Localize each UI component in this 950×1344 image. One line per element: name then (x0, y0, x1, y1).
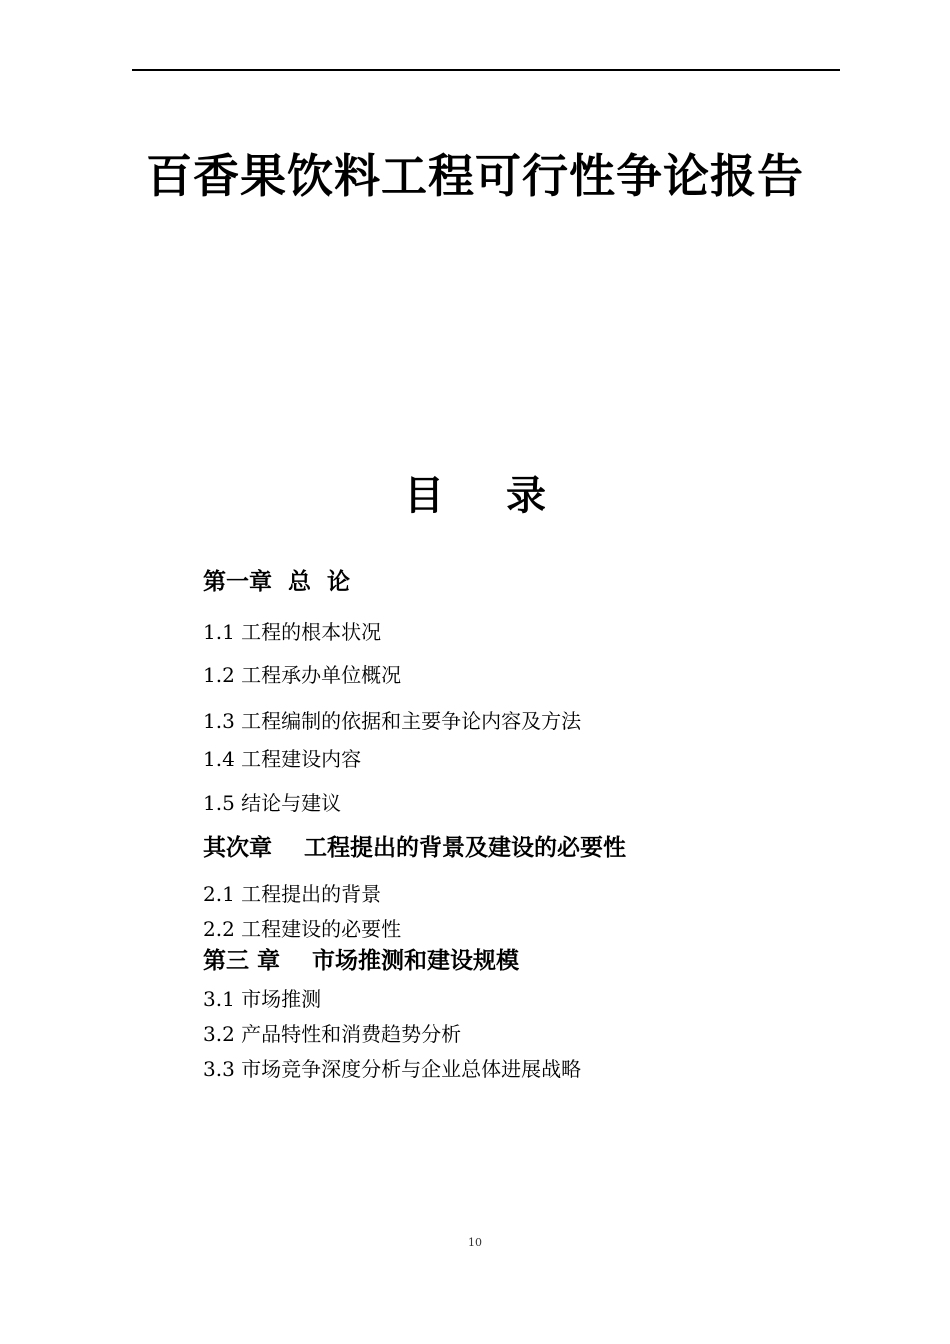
toc-heading (0, 468, 950, 524)
toc-section-2-2[interactable]: 2.2 工程建设的必要性 (203, 917, 402, 941)
page-number: 10 (468, 1236, 482, 1249)
document-title: 百香果饮料工程可行性争论报告 (146, 149, 804, 203)
toc-heading-char-2: 录 (506, 473, 546, 519)
toc-section-1-3[interactable]: 1.3 工程编制的依据和主要争论内容及方法 (203, 709, 582, 733)
toc-section-1-2[interactable]: 1.2 工程承办单位概况 (203, 663, 402, 687)
toc-section-3-3[interactable]: 3.3 市场竞争深度分析与企业总体进展战略 (203, 1057, 582, 1081)
toc-section-3-2[interactable]: 3.2 产品特性和消费趋势分析 (203, 1022, 462, 1046)
toc-section-3-1[interactable]: 3.1 市场推测 (203, 987, 322, 1011)
header-rule (132, 69, 840, 71)
toc-section-1-4[interactable]: 1.4 工程建设内容 (203, 747, 362, 771)
toc-chapter-3[interactable]: 第三 章 市场推测和建设规模 (203, 948, 520, 974)
toc-heading-char-1: 目 (404, 473, 444, 519)
toc-section-2-1[interactable]: 2.1 工程提出的背景 (203, 882, 382, 906)
toc-section-1-1[interactable]: 1.1 工程的根本状况 (203, 620, 382, 644)
toc-chapter-2[interactable]: 其次章 工程提出的背景及建设的必要性 (203, 835, 627, 861)
toc-chapter-1[interactable]: 第一章 总 论 (203, 569, 351, 595)
toc-section-1-5[interactable]: 1.5 结论与建议 (203, 791, 342, 815)
